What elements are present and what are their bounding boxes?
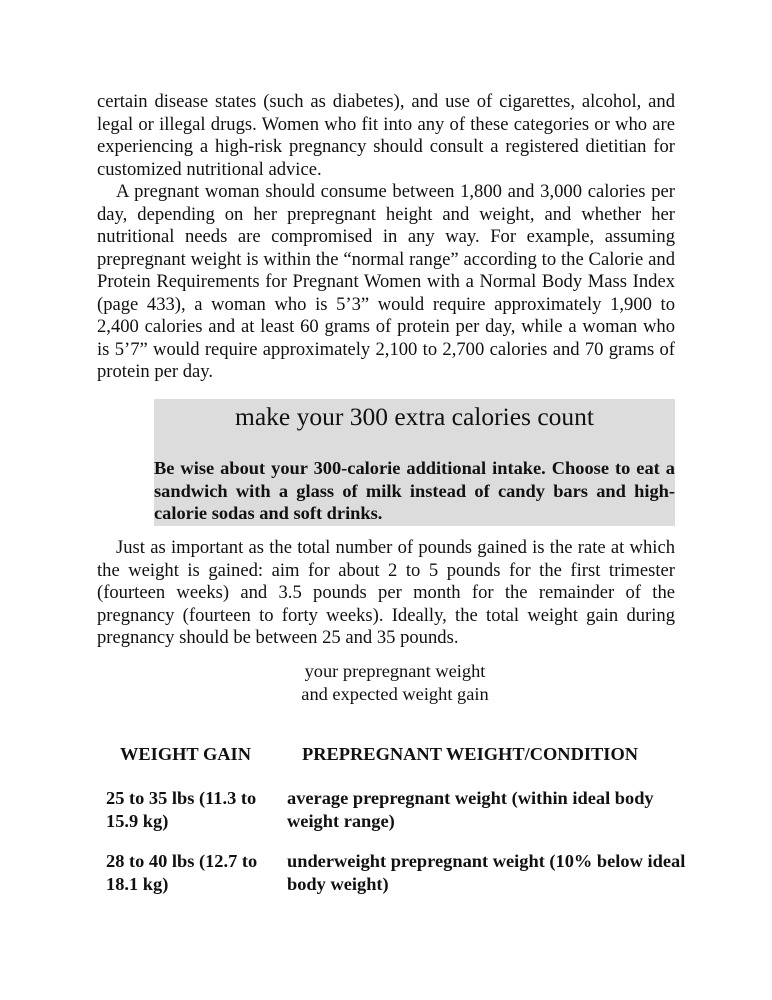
table-cell-condition: underweight prepregnant weight (10% below ideal body weight)	[287, 851, 686, 894]
paragraph-continued: certain disease states (such as diabetes), and use of cigarettes, alcohol, and legal or illegal drugs. Women who fit into any of these categories or who are experiencing a high-risk pregnancy should consult a registered dietitian for customized nutritional advice.	[97, 91, 675, 180]
sidebar-body: Be wise about your 300-calorie additional intake. Choose to eat a sandwich with a glass of milk instead of candy bars and high-calorie sodas and soft drinks.	[154, 458, 675, 523]
table-caption-line-1: your prepregnant weight	[304, 661, 486, 681]
sidebar-title: make your 300 extra calories count	[235, 402, 594, 431]
body-text-block-2	[97, 537, 675, 650]
sidebar-box	[154, 399, 675, 526]
paragraph-weight-rate: Just as important as the total number of pounds gained is the rate at which the weight is gained: aim for about 2 to 5 pounds for the first trimester (fourteen weeks) and 3.5 pounds per month for the remainder of the pregnancy (fourteen to forty weeks). Ideally, the total weight gain during pregnancy should be between 25 and 35 pounds.	[97, 537, 675, 648]
table-cell-gain: 25 to 35 lbs (11.3 to 15.9 kg)	[106, 788, 257, 831]
table-cell-gain: 28 to 40 lbs (12.7 to 18.1 kg)	[106, 851, 258, 894]
table-cell-condition: average prepregnant weight (within ideal body weight range)	[287, 788, 654, 831]
column-header-condition: PREPREGNANT WEIGHT/CONDITION	[302, 744, 639, 764]
paragraph-calories: A pregnant woman should consume between 1,800 and 3,000 calories per day, depending on her prepregnant height and weight, and whether her nutritional needs are compromised in any way. For example, assuming prepregnant weight is within the “normal range” according to the Calorie and Protein Requirements for Pregnant Women with a Normal Body Mass Index (page 433), a woman who is 5’3” would require approximately 1,900 to 2,400 calories and at least 60 grams of protein per day, while a woman who is 5’7” would require approximately 2,100 to 2,700 calories and 70 grams of protein per day.	[97, 181, 675, 382]
table-caption	[270, 660, 520, 706]
body-text-block	[97, 91, 675, 384]
table-caption-line-2: and expected weight gain	[301, 684, 489, 704]
column-header-weight-gain: WEIGHT GAIN	[120, 744, 251, 764]
